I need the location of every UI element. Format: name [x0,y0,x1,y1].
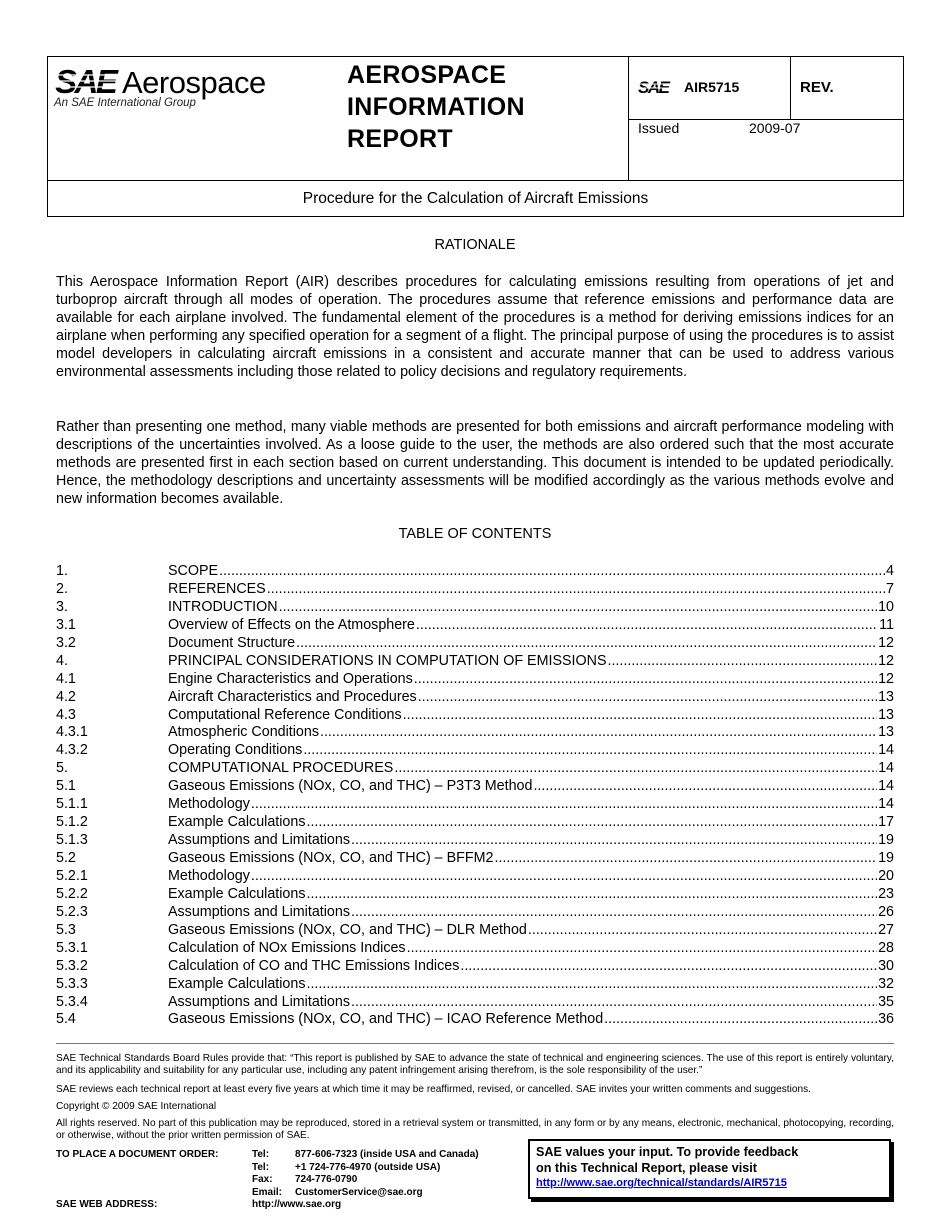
document-number: AIR5715 [684,79,740,95]
toc-dot-leader [296,635,877,653]
toc-entry-page: 30 [878,957,894,974]
toc-entry-title: PRINCIPAL CONSIDERATIONS IN COMPUTATION OF EMISSIONS [168,652,607,669]
toc-entry-number: 3.2 [56,634,76,651]
toc-entry[interactable] [56,599,894,617]
feedback-box [528,1139,891,1199]
toc-entry[interactable] [56,617,894,635]
contact-label: Email: [252,1186,283,1198]
toc-entry-number: 5.1.3 [56,832,88,849]
toc-entry[interactable] [56,724,894,742]
rights-reserved: All rights reserved. No part of this publication may be reproduced, stored in a retrieval system or transmitted, in any form or by any means, electronic, mechanical, photocopying, recording, or otherwise, without the prior written permission of SAE. [56,1118,894,1142]
toc-dot-leader [416,617,878,635]
toc-entry-number: 5.2.3 [56,903,88,920]
web-address-label: SAE WEB ADDRESS: [56,1199,158,1210]
toc-entry[interactable] [56,940,894,958]
toc-dot-leader [251,868,877,886]
rationale-paragraph: This Aerospace Information Report (AIR) describes procedures for calculating emissions resulting from operations of jet and turboprop aircraft through all modes of operation. The procedures assume that reference emissions and performance data are available for each airplane involved. The fundamental element of the procedures is a method for deriving emissions indices for an airplane when performing any specified operation for a segment of a flight. The principal purpose of using the procedures is to assist model developers in calculating aircraft emissions in a consistent and accurate manner that can be used to address various environmental assessments including those related to policy decisions and regulatory requirements. [56,274,894,381]
toc-entry-page: 13 [878,688,894,705]
toc-dot-leader [351,904,877,922]
toc-entry-title: Gaseous Emissions (NOx, CO, and THC) – P3T3 Method [168,778,533,795]
toc-entry-title: Gaseous Emissions (NOx, CO, and THC) – DLR Method [168,921,527,938]
toc-entry-number: 5.3.1 [56,939,88,956]
toc-dot-leader [303,742,877,760]
toc-entry-number: 5.3.3 [56,975,88,992]
toc-dot-leader [604,1011,877,1029]
document-number-cell [638,77,739,97]
feedback-link[interactable]: http://www.sae.org/technical/standards/AIR5715 [536,1177,787,1190]
email-address[interactable]: CustomerService@sae.org [295,1186,423,1198]
toc-entry[interactable] [56,778,894,796]
toc-entry[interactable] [56,976,894,994]
toc-entry[interactable] [56,796,894,814]
logo-subtitle: An SAE International Group [54,97,196,109]
toc-entry[interactable] [56,904,894,922]
toc-dot-leader [351,832,877,850]
feedback-text: SAE values your input. To provide feedback [536,1145,799,1159]
issued-date: 2009-07 [749,120,801,136]
toc-entry-page: 12 [878,670,894,687]
toc-entry-page: 19 [878,832,894,849]
toc-entry[interactable] [56,653,894,671]
revision-label: REV. [800,79,834,96]
toc-entry-page: 26 [878,903,894,920]
contact-labels [252,1149,282,1199]
toc-entry-number: 3. [56,598,68,615]
toc-entry-title: Aircraft Characteristics and Procedures [168,688,417,705]
toc-entry-page: 12 [878,634,894,651]
toc-entry-page: 7 [886,580,894,597]
toc-entry-number: 4.3 [56,706,76,723]
toc-entry-number: 1. [56,563,68,579]
phone-inside-usa: 877-606-7323 (inside USA and Canada) [295,1149,479,1160]
footer-divider [56,1043,894,1044]
toc-dot-leader [607,653,877,671]
header-divider [790,57,791,119]
toc-dot-leader [414,671,877,689]
toc-entry-title: Example Calculations [168,885,306,902]
toc-heading: TABLE OF CONTENTS [398,526,552,542]
document-type: AEROSPACE INFORMATION REPORT [347,61,525,153]
toc-entry-title: Gaseous Emissions (NOx, CO, and THC) – BFFM2 [168,850,494,866]
toc-entry[interactable] [56,742,894,760]
toc-dot-leader [403,707,877,725]
toc-entry-number: 5.1.1 [56,796,88,813]
toc-entry-title: INTRODUCTION [168,598,278,615]
rationale-paragraph: Rather than presenting one method, many viable methods are presented for both emissions and aircraft performance modeling with descriptions of the uncertainties involved. As a loose guide to the user, the methods are also ordered such that the most accurate methods are presented first in each section based on current understanding. This document is intended to be updated periodically. Hence, the methodology descriptions and uncertainty assessments will be modified accordingly as the various methods evolve and new information becomes available. [56,419,894,508]
toc-entry-title: Assumptions and Limitations [168,993,350,1010]
feedback-text: on this Technical Report, please visit [536,1160,757,1175]
toc-entry[interactable] [56,814,894,832]
toc-entry-title: Engine Characteristics and Operations [168,670,413,687]
phone-outside-usa: +1 724-776-4970 (outside USA) [295,1161,441,1173]
toc-entry-title: Operating Conditions [168,742,303,759]
toc-entry-number: 5.2.2 [56,885,88,902]
toc-entry-number: 3.1 [56,616,76,633]
toc-entry-title: Assumptions and Limitations [168,832,350,849]
contact-label: Tel: [252,1161,270,1173]
toc-entry-page: 19 [878,850,894,866]
toc-entry-page: 12 [878,652,894,669]
toc-dot-leader [219,563,885,581]
toc-entry-number: 2. [56,580,68,597]
document-title: Procedure for the Calculation of Aircraft Emissions [302,190,649,207]
rationale-heading: RATIONALE [434,237,516,253]
toc-entry-title: Example Calculations [168,975,306,992]
toc-dot-leader [306,886,877,904]
toc-entry-page: 4 [886,563,894,579]
toc-entry-number: 4.2 [56,688,76,705]
svg-text:SAE: SAE [55,63,116,100]
toc-entry[interactable] [56,635,894,653]
toc-dot-leader [351,994,877,1012]
web-address[interactable]: http://www.sae.org [252,1199,342,1210]
toc-entry[interactable] [56,886,894,904]
toc-entry-page: 35 [878,993,894,1010]
toc-entry[interactable] [56,850,894,868]
toc-entry-number: 5.1.2 [56,814,88,831]
toc-dot-leader [533,778,877,796]
toc-dot-leader [460,958,877,976]
toc-entry-number: 5.2 [56,850,76,866]
toc-entry[interactable] [56,707,894,725]
toc-entry-title: Overview of Effects on the Atmosphere [168,616,415,633]
toc-entry[interactable] [56,671,894,689]
standards-board-rules: SAE Technical Standards Board Rules provide that: “This report is published by SAE to advance the state of technical and engineering sciences. The use of this report is entirely voluntary, and its applicability and suitability for any particular use, including any patent infringement arising therefrom, is the sole responsibility of the user.” [56,1053,894,1077]
toc-entry-title: Computational Reference Conditions [168,706,402,723]
toc-entry-number: 5. [56,760,68,777]
sae-logo-icon [638,77,676,97]
toc-entry-number: 5.4 [56,1011,76,1028]
toc-entry[interactable] [56,868,894,886]
toc-entry-number: 4.3.2 [56,742,88,759]
order-label: TO PLACE A DOCUMENT ORDER: [56,1149,219,1160]
toc-entry-page: 13 [878,706,894,723]
toc-dot-leader [494,850,877,868]
toc-entry-number: 4. [56,652,68,669]
toc-entry-number: 4.1 [56,670,76,687]
toc-entry-page: 20 [878,867,894,884]
toc-entry-page: 14 [878,796,894,813]
toc-entry-title: Assumptions and Limitations [168,903,350,920]
toc-dot-leader [418,689,877,707]
toc-entry-title: Example Calculations [168,814,306,831]
copyright: Copyright © 2009 SAE International [56,1101,217,1112]
toc-dot-leader [306,976,877,994]
toc-entry-title: COMPUTATIONAL PROCEDURES [168,760,394,777]
toc-entry-page: 14 [878,778,894,795]
toc-entry-number: 5.3.2 [56,957,88,974]
toc-dot-leader [528,922,877,940]
toc-entry-title: Atmospheric Conditions [168,724,319,741]
toc-entry-title: Calculation of NOx Emissions Indices [168,939,406,956]
toc-entry[interactable] [56,1011,894,1029]
toc-entry-title: Methodology [168,867,250,884]
toc-entry-number: 5.1 [56,778,76,795]
fax-number: 724-776-0790 [295,1174,358,1185]
toc-entry[interactable] [56,958,894,976]
toc-entry-page: 11 [879,616,894,633]
toc-entry-page: 32 [878,975,894,992]
svg-text:Aerospace: Aerospace [122,65,266,100]
toc-dot-leader [407,940,878,958]
toc-entry-number: 5.2.1 [56,867,88,884]
toc-dot-leader [267,581,885,599]
toc-entry-title: REFERENCES [168,580,266,597]
toc-entry-page: 14 [878,742,894,759]
toc-entry-page: 36 [878,1011,894,1028]
toc-entry[interactable] [56,994,894,1012]
toc-entry-number: 4.3.1 [56,724,88,741]
toc-entry-number: 5.3 [56,921,76,938]
toc-dot-leader [306,814,877,832]
toc-entry-title: SCOPE [168,563,219,579]
toc-entry[interactable] [56,563,894,581]
table-of-contents [56,563,894,1029]
contact-label: Fax: [252,1174,273,1185]
toc-entry-page: 23 [878,885,894,902]
contact-values [295,1149,479,1199]
contact-label: Tel: [252,1149,270,1160]
toc-entry-title: Gaseous Emissions (NOx, CO, and THC) – ICAO Reference Method [168,1011,604,1028]
toc-entry-page: 13 [878,724,894,741]
header-box [47,56,904,217]
toc-entry[interactable] [56,832,894,850]
toc-dot-leader [320,724,877,742]
toc-entry[interactable] [56,689,894,707]
toc-entry-title: Methodology [168,796,250,813]
svg-text:SAE: SAE [638,78,669,97]
toc-entry-page: 28 [878,939,894,956]
toc-entry[interactable] [56,922,894,940]
toc-entry-page: 17 [878,814,894,831]
toc-entry-title: Document Structure [168,634,296,651]
toc-entry-title: Calculation of CO and THC Emissions Indices [168,957,460,974]
toc-entry-page: 27 [878,921,894,938]
toc-entry-page: 10 [878,598,894,615]
toc-dot-leader [394,760,877,778]
toc-entry-page: 14 [878,760,894,777]
header-divider [48,180,903,181]
toc-dot-leader [251,796,877,814]
issued-label: Issued [638,120,680,136]
toc-entry-number: 5.3.4 [56,993,88,1010]
toc-entry[interactable] [56,760,894,778]
review-note: SAE reviews each technical report at least every five years at which time it may be reaffirmed, revised, or cancelled. SAE invites your written comments and suggestions. [56,1084,811,1095]
toc-entry[interactable] [56,581,894,599]
toc-dot-leader [279,599,877,617]
